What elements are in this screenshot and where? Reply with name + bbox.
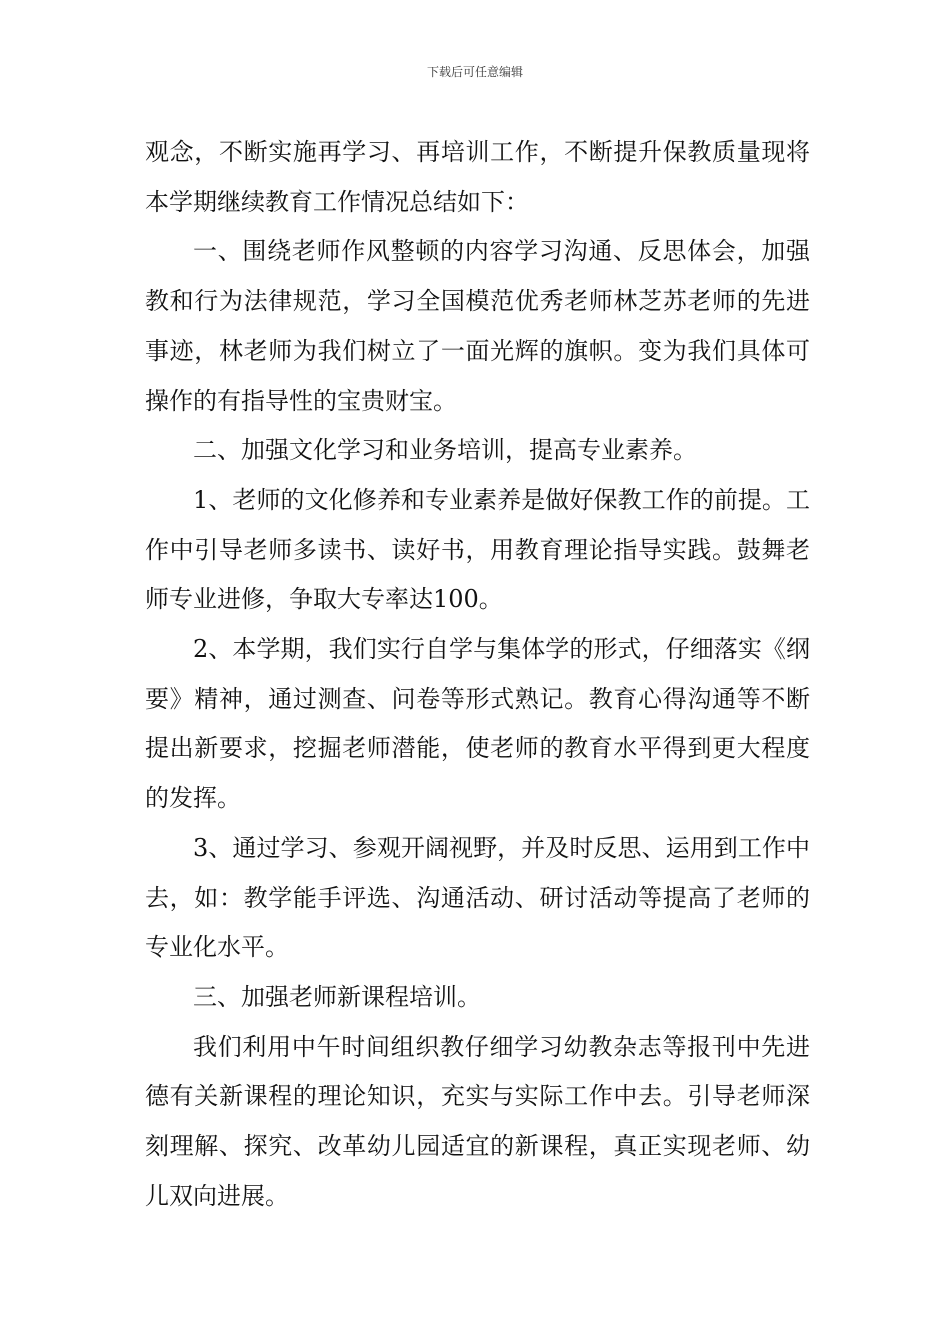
document-body <box>145 128 810 1221</box>
paragraph-item-3: 3、通过学习、参观开阔视野，并及时反思、运用到工作中去，如：教学能手评选、沟通活动、研讨活动等提高了老师的专业化水平。 <box>145 833 810 962</box>
paragraph-item-2: 2、本学期，我们实行自学与集体学的形式，仔细落实《纲要》精神，通过测查、问卷等形式熟记。教育心得沟通等不断提出新要求，挖掘老师潜能，使老师的教育水平得到更大程度的发挥。 <box>145 635 810 813</box>
page-header: 下载后可任意编辑 <box>426 65 523 79</box>
paragraph-section-three-body: 我们利用中午时间组织教仔细学习幼教杂志等报刊中先进德有关新课程的理论知识，充实与实际工作中去。引导老师深刻理解、探究、改革幼儿园适宜的新课程，真正实现老师、幼儿双向进展。 <box>145 1032 810 1210</box>
paragraph-item-1: 1、老师的文化修养和专业素养是做好保教工作的前提。工作中引导老师多读书、读好书，用教育理论指导实践。鼓舞老师专业进修，争取大专率达100。 <box>145 485 810 614</box>
paragraph-section-two: 二、加强文化学习和业务培训，提高专业素养。 <box>193 436 697 465</box>
paragraph-continued: 观念，不断实施再学习、再培训工作，不断提升保教质量现将本学期继续教育工作情况总结如下： <box>145 138 810 216</box>
paragraph-section-one: 一、围绕老师作风整顿的内容学习沟通、反思体会，加强教和行为法律规范，学习全国模范优秀老师林芝苏老师的先进事迹，林老师为我们树立了一面光辉的旗帜。变为我们具体可操作的有指导性的宝贵财宝。 <box>145 237 810 415</box>
paragraph-section-three: 三、加强老师新课程培训。 <box>193 982 481 1011</box>
